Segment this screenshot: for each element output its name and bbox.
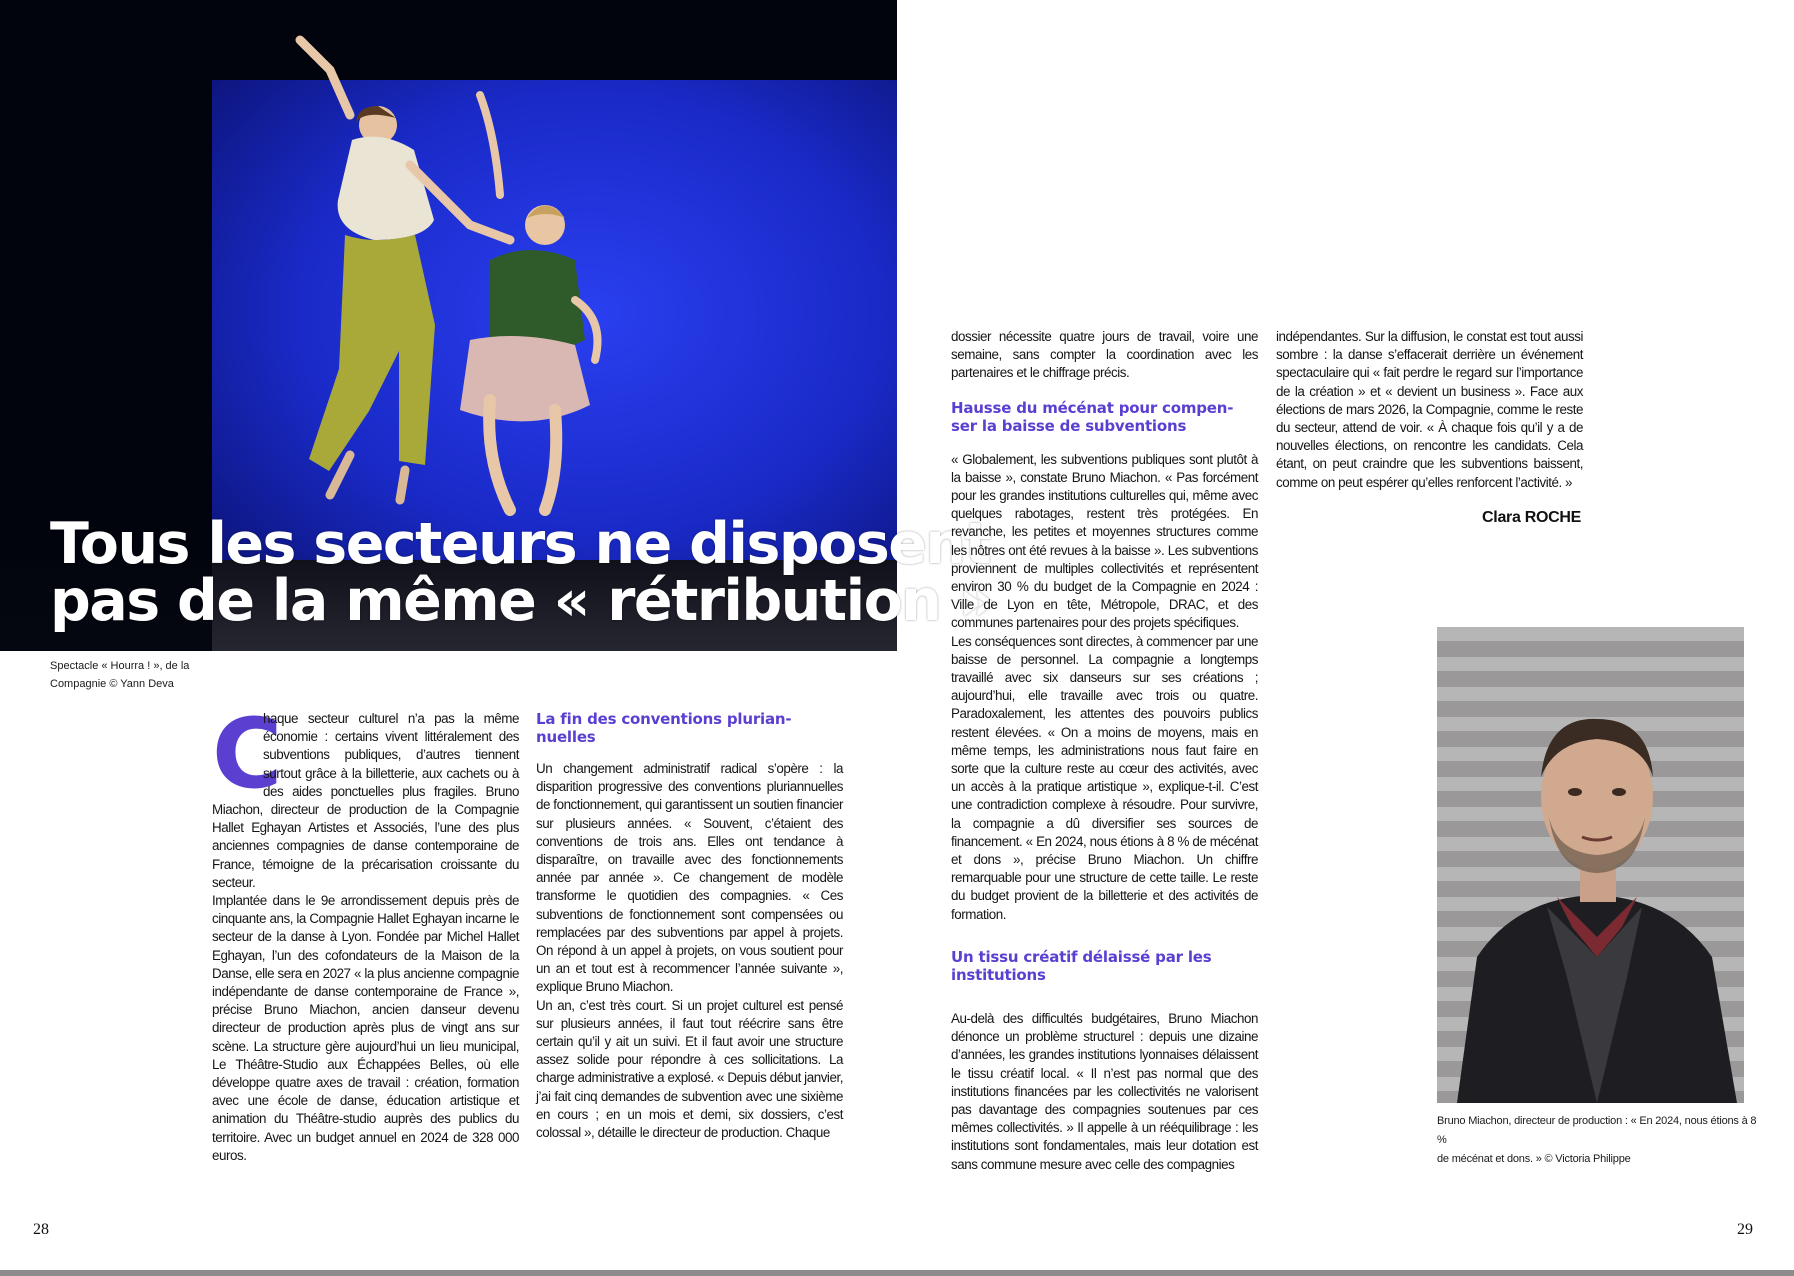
page-number-left: 28 [33, 1221, 49, 1238]
paragraph: Les conséquences sont directes, à commencer par une baisse de personnel. La compagnie a longtemps travaillé avec six danseurs sur ses créations ; aujourd’hui, elle travaille avec trois ou quatre. Paradoxalement, les attentes des pouvoirs publics restent élevées. « On a moins de moyens, mais en même temps, les administrations nous faut faire en sorte que la culture reste au cœur des activités, avec un accès à la pratique artistique », explique-t-il. C’est une contradiction complexe à résoudre. Pour survivre, la compagnie a dû diversifier ses sources de financement. « En 2024, nous étions à 8 % de mécénat et dons », précise Bruno Miachon. Un chiffre remarquable pour une structure de cette taille. Le reste du budget provient de la billetterie et des activités de formation. [951, 633, 1258, 922]
paragraph: dossier nécessite quatre jours de travail, voire une semaine, sans compter la coordination avec les partenaires et le chiffrage précis. [951, 329, 1258, 381]
portrait-photo [1437, 627, 1744, 1103]
hero-photo [0, 0, 995, 651]
article-column-3 [951, 328, 1258, 1174]
paragraph: Implantée dans le 9e arrondissement depuis près de cinquante ans, la Compagnie Hallet Eghayan incarne le secteur de la danse à Lyon. Fondée par Michel Hallet Eghayan, l’un des cofondateurs de la Maison de la Danse, elle sera en 2027 « la plus ancienne compagnie indépendante de danse contemporaine de France », précise Bruno Miachon, ancien danseur devenu directeur de production après plus de vingt ans sur scène. La structure gère aujourd’hui un lieu municipal, Le Théâtre-Studio aux Échappées Belles, où elle développe quatre axes de travail : création, formation avec une école de danse, éducation artistique et animation du Théâtre-studio auprès des publics du territoire. Avec un budget annuel en 2024 de 328 000 euros. [212, 893, 519, 1163]
drop-cap: C [212, 698, 279, 810]
bruno-miachon-portrait [1437, 627, 1744, 1103]
intro-paragraph: haque secteur culturel n’a pas la même économie : certains vivent littéralement des subventions publiques, d’autres tiennent surtout grâce à la billetterie, aux cachets ou à des aides ponctuelles plus fragiles. Bruno Miachon, directeur de production de la Compagnie Hallet Eghayan Artistes et Associés, l’une des plus anciennes compagnies de danse contemporaine de France, témoigne de la précarisation croissante du secteur. [212, 711, 519, 890]
hero-caption-line-1: Spectacle « Hourra ! », de la [50, 660, 190, 672]
subheading-mecenat: Hausse du mécénat pour compen-ser la baisse de subventions [951, 398, 1234, 435]
subheading-tissu-creatif: Un tissu créatif délaissé par les institutions [951, 947, 1212, 984]
paragraph: « Globalement, les subventions publiques sont plutôt à la baisse », constate Bruno Miachon. « Pas forcément pour les grandes institutions culturelles qui, même avec quelques rabotages, restent très protégées. En revanche, les petites et moyennes structures comme les nôtres ont été revues à la baisse ». Les subventions proviennent de multiples collectivités et représentent environ 30 % du budget de la Compagnie en 2024 : Ville de Lyon en tête, Métropole, DRAC, et des communes partenaires pour des projets spécifiques. [951, 451, 1258, 631]
article-column-1 [212, 698, 519, 1165]
paragraph: indépendantes. Sur la diffusion, le constat est tout aussi sombre : la danse s’effacerait derrière un événement spectaculaire qui « fait perdre le regard sur l’importance de la création » et « devient un business ». Face aux élections de mars 2026, la Compagnie, comme le reste du secteur, attend de voir. « À chaque fois qu’il y a de nouvelles élections, on rencontre les candidats. Cela étant, on peut craindre que les subventions baissent, comme on peut espérer qu’elles renforcent l’activité. » [1276, 329, 1583, 490]
portrait-caption [1437, 1112, 1767, 1169]
hero-caption-line-2: Compagnie © Yann Deva [50, 678, 174, 690]
subheading-conventions: La fin des conventions plurian-nuelles [536, 710, 792, 746]
author-signature: Clara ROCHE [1482, 509, 1581, 526]
headline-line-1: Tous les secteurs ne disposent [50, 511, 991, 577]
article-column-2 [536, 710, 843, 1142]
paragraph: Un changement administratif radical s’opère : la disparition progressive des conventions pluriannuelles de fonctionnement, qui garantissent un soutien financier sur plusieurs années. « Souvent, c’étaient des conventions de trois ans. Elles ont tendance à disparaître, on travaille avec des fonctionnements année par année ». Ce changement de modèle transforme le quotidien des compagnies. « Ces subventions de fonctionnement sont compensées ou remplacées par des subventions par appel à projets. On répond à un appel à projets, on vous soutient pour un an et tout est à recommencer l’année suivante », explique Bruno Miachon. [536, 761, 843, 995]
paragraph: Au-delà des difficultés budgétaires, Bruno Miachon dénonce un problème structurel : depuis une dizaine d’années, les grandes institutions lyonnaises délaissent le tissu créatif local. « Il n’est pas normal que des institutions financées par les collectivités ne valorisent pas davantage des compagnies soutenues par ces mêmes collectivités. » Il appelle à un rééquilibrage : les institutions sont fondamentales, mais leur dotation est sans commune mesure avec celle des compagnies [951, 1010, 1258, 1172]
portrait-caption-line-2: de mécénat et dons. » © Victoria Philippe [1437, 1153, 1631, 1165]
hero-caption [50, 657, 190, 693]
paragraph: Un an, c’est très court. Si un projet culturel est pensé sur plusieurs années, il faut tout réécrire sans être certain qu’il y ait un suivi. Et il faut avoir une structure assez solide pour répondre à ces sollicitations. La charge administrative a explosé. « Depuis début janvier, j’ai fait cinq demandes de subvention avec une sixième en cours ; en un mois et demi, six dossiers, c’est colossal », détaille le directeur de production. Chaque [536, 997, 843, 1141]
article-column-4 [1276, 328, 1583, 492]
headline-line-2: pas de la même « rétribution » [50, 568, 995, 634]
bottom-scrollbar-edge [0, 1270, 1794, 1276]
portrait-caption-line-1: Bruno Miachon, directeur de production : « En 2024, nous étions à 8 % [1437, 1115, 1757, 1146]
headline [50, 511, 995, 634]
page-number-right: 29 [1737, 1221, 1753, 1238]
